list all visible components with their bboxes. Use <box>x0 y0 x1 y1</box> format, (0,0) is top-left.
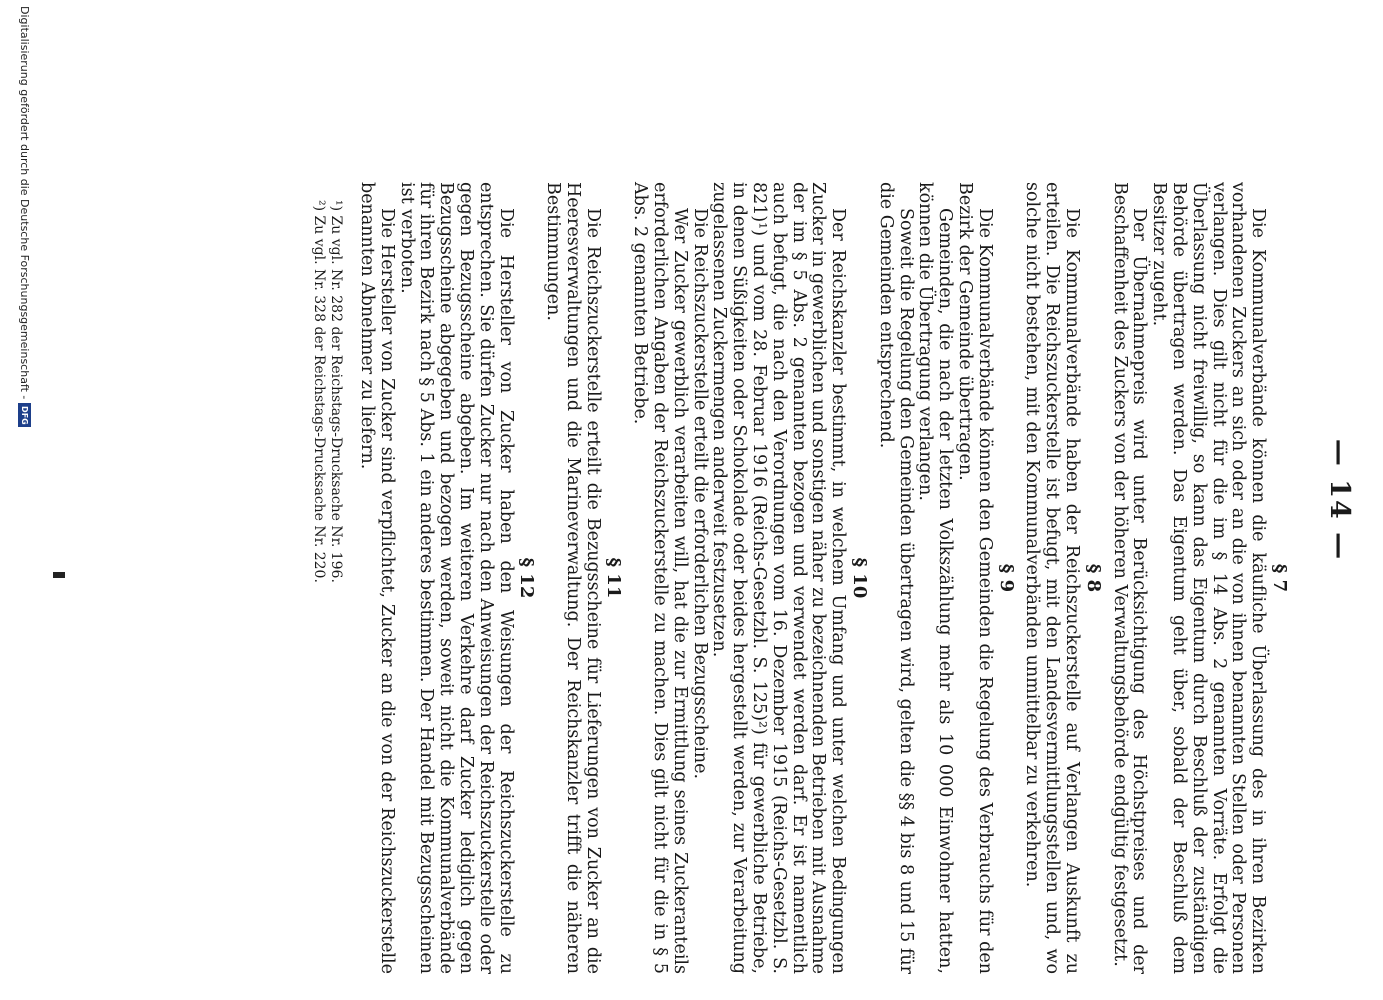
section-heading: § 12 <box>516 557 538 599</box>
section-paragraph: Die Kommunalverbände können die käufliche Überlassung des in ihren Bezirken vorhandenen Zuckers an sich oder an die von ihnen benannten Stellen oder Personen verlangen. Dies gilt nicht für die im § 14 Abs. 2 genannten Vorräte. Erfolgt die Überlassung nicht freiwillig, so kann das Eigentum durch Beschluß der zuständigen Behörde übertragen werden. Das Eigentum geht über, sobald der Beschluß dem Besitzer zugeht. <box>1149 182 1269 974</box>
section-paragraph: Die Kommunalverbände haben der Reichszuckerstelle auf Verlangen Auskunft zu erteilen. Die Reichszuckerstelle ist befugt, mit den Landesvermittlungsstellen und, wo solche nicht bestehen, mit den Kommunalverbänden unmittelbar zu verkehren. <box>1022 182 1083 974</box>
page-number: — 14 — <box>1324 438 1355 562</box>
section-paragraph: Gemeinden, die nach der letzten Volkszählung mehr als 10 000 Einwohner hatten, können die Übertragung verlangen. <box>915 182 956 974</box>
section-paragraph: Die Reichszuckerstelle erteilt die erforderlichen Bezugsscheine. <box>689 208 710 780</box>
section-heading: § 7 <box>1269 563 1290 593</box>
section-paragraph: Die Kommunalverbände können den Gemeinden die Regelung des Verbrauchs für den Bezirk der Gemeinde übertragen. <box>955 182 995 974</box>
section-paragraph: Die Hersteller von Zucker haben den Weisungen der Reichszuckerstelle zu entsprechen. Sie dürfen Zucker nur nach den Anweisungen der Reichszuckerstelle oder gegen Bezugsscheine abgeben. Im weiteren Verkehre darf Zucker lediglich gegen Bezugsscheine abgegeben und bezogen werden, soweit nicht die Kommunalverbände für ihren Bezirk nach § 5 Abs. 1 ein anderes bestimmen. Der Handel mit Bezugsscheinen ist verboten. <box>396 182 516 974</box>
section-paragraph: Der Reichskanzler bestimmt, in welchem Umfang und unter welchen Bedingungen Zucker in gewerblichen und sonstigen näher zu bezeichnenden Betrieben mit Ausnahme der im § 5 Abs. 2 genannten bezogen und verwendet werden darf. Er ist namentlich auch befugt, die nach den Verordnungen vom 16. Dezember 1915 (Reichs-Gesetzbl. S. 821)¹) und vom 28. Februar 1916 (Reichs-Gesetzbl. S. 125)²) für gewerbliche Betriebe, in denen Süßigkeiten oder Schokolade oder beides hergestellt werden, zur Verarbeitung zugelassenen Zuckermengen anderweit festzusetzen. <box>709 182 849 974</box>
section-paragraph: Die Hersteller von Zucker sind verpflichtet, Zucker an die von der Reichszuckerstelle benannten Abnehmer zu liefern. <box>356 182 397 974</box>
section-heading: § 8 <box>1082 563 1104 593</box>
section-heading: § 9 <box>995 563 1017 593</box>
section-heading: § 10 <box>849 557 871 599</box>
section-paragraph: Soweit die Regelung den Gemeinden übertragen wird, gelten die §§ 4 bis 8 und 15 für die Gemeinden entsprechend. <box>875 182 916 974</box>
section-paragraph: Wer Zucker gewerblich verarbeiten will, hat die zur Ermittlung seines Zuckeranteils erforderlichen Angaben der Reichszuckerstelle zu machen. Dies gilt nicht für die in § 5 Abs. 2 genannten Betriebe. <box>630 182 690 974</box>
section-heading: § 11 <box>603 557 625 599</box>
section-paragraph: Die Reichszuckerstelle erteilt die Bezugsscheine für Lieferungen von Zucker an die Heeresverwaltungen und die Marineverwaltung. Der Reichskanzler trifft die näheren Bestimmungen. <box>543 182 603 974</box>
digitization-credit <box>18 6 31 427</box>
credit-text: Digitalisierung gefördert durch die Deutsche Forschungsgemeinschaft - <box>18 6 31 400</box>
document-body <box>309 182 1295 974</box>
footnote: ²) Zu vgl. Nr. 328 der Reichstags-Drucksache Nr. 220. <box>310 200 327 583</box>
scan-mark <box>53 572 65 578</box>
dfg-logo: DFG <box>18 403 31 427</box>
footnotes <box>309 182 344 974</box>
sections-container <box>356 182 1289 974</box>
section-paragraph: Der Übernahmepreis wird unter Berücksichtigung des Höchstpreises und der Beschaffenheit des Zuckers von der höheren Verwaltungsbehörde endgültig festgesetzt. <box>1109 182 1150 974</box>
footnote: ¹) Zu vgl. Nr. 282 der Reichstags-Drucksache Nr. 196. <box>328 200 345 583</box>
